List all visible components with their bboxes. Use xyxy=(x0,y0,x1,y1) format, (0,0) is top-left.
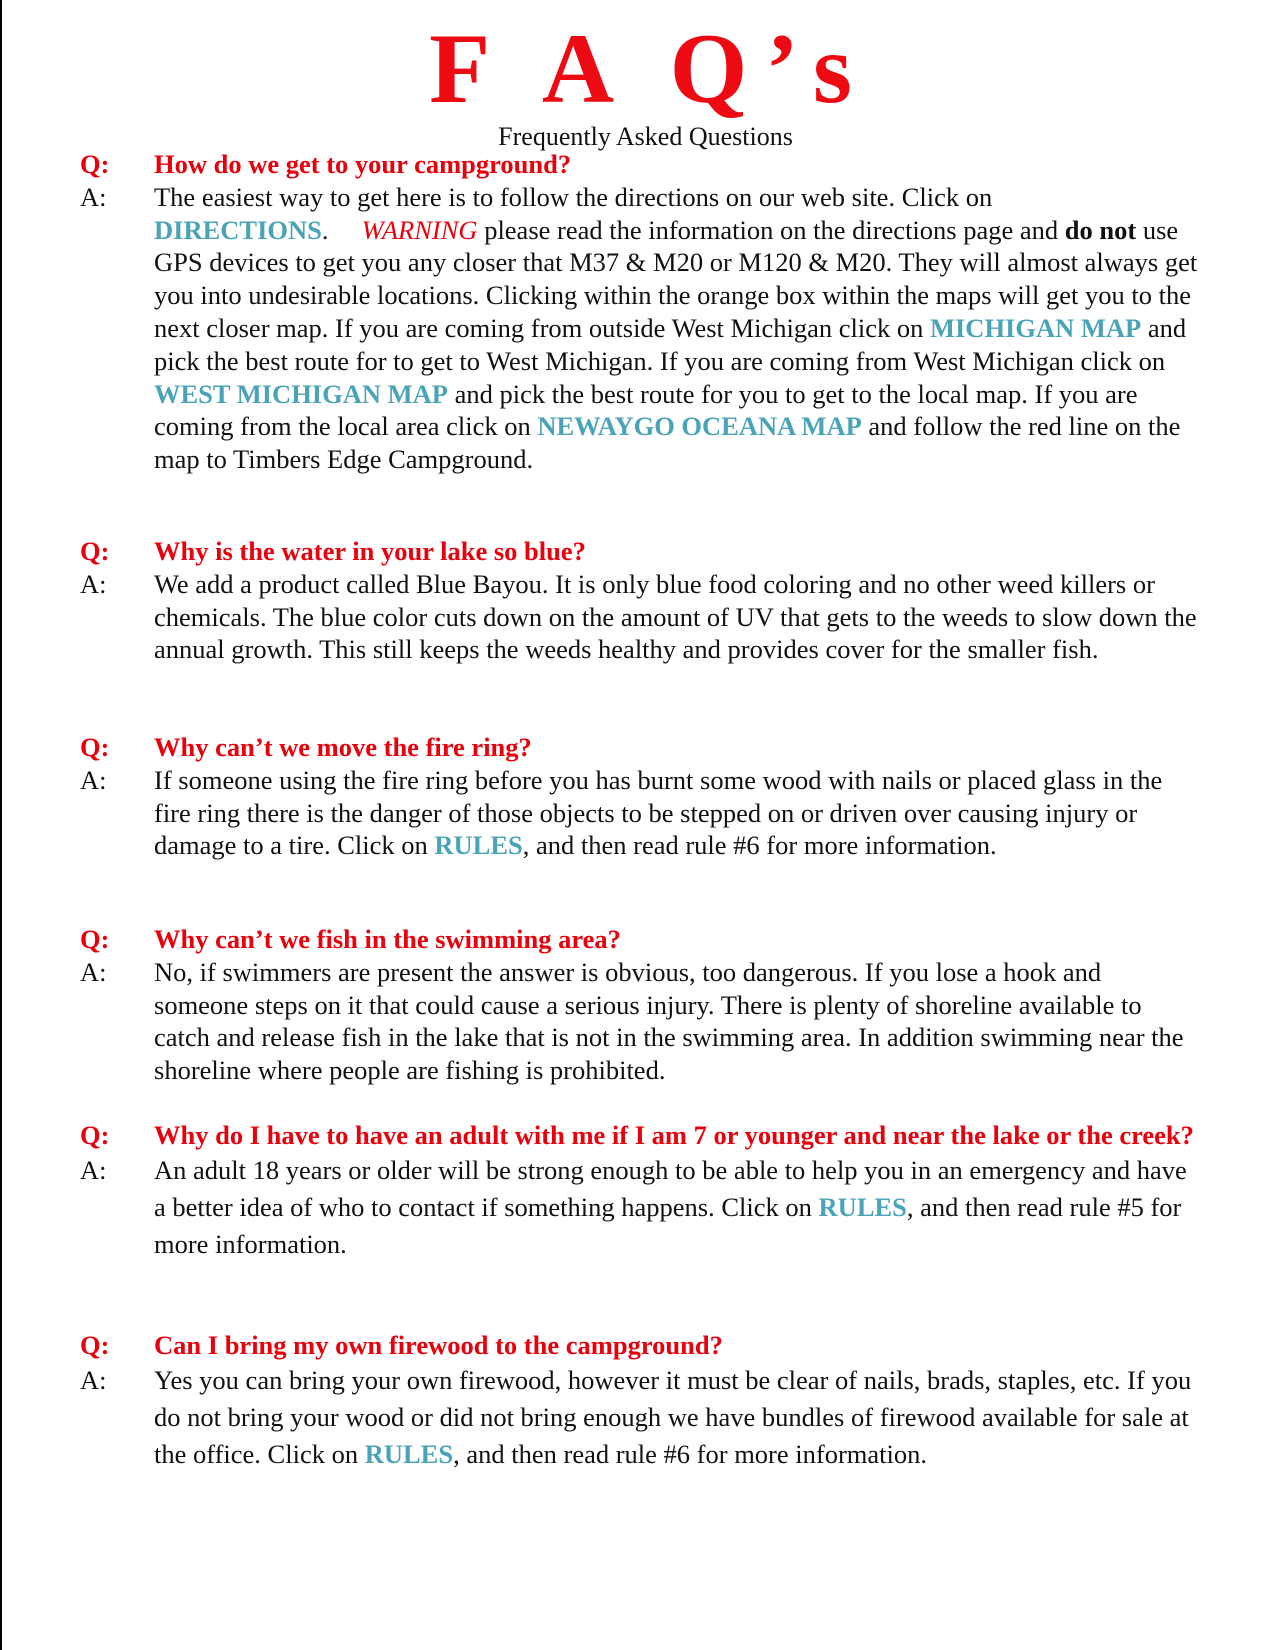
answer-segment: The easiest way to get here is to follow the directions on our web site. Click on xyxy=(154,181,993,212)
answer-segment: and pick the best route for to get to West Michigan. If you are coming from West Michigan click on xyxy=(154,312,1187,376)
question-text: Why do I have to have an adult with me if I am 7 or younger and near the lake or the creek? xyxy=(154,1120,1194,1150)
answer-segment: , and then read rule #6 for more information. xyxy=(453,1438,928,1469)
question-text: Why can’t we fish in the swimming area? xyxy=(154,924,621,954)
question-label: Q: xyxy=(80,924,110,954)
page-subtitle: Frequently Asked Questions xyxy=(498,122,793,151)
answer-segment: use GPS devices to get you any closer that M37 & M20 or M120 & M20. They will almost always get you into undesirable locations. Clicking within the orange box within the maps will get you to the next closer map. If you are coming from outside West Michigan click on xyxy=(154,214,1198,343)
question-text: Why is the water in your lake so blue? xyxy=(154,536,586,566)
answer-segment: If someone using the fire ring before you has burnt some wood with nails or placed glass in the fire ring there is the danger of those objects to be stepped on or driven over causing injury or damage to a tire. Click on xyxy=(154,764,1163,861)
rules-link[interactable]: RULES xyxy=(434,830,523,861)
michigan-map-link[interactable]: MICHIGAN MAP xyxy=(929,312,1142,343)
question-label: Q: xyxy=(80,1120,110,1150)
answer-row xyxy=(80,181,1200,476)
question-row xyxy=(80,148,1200,181)
question-label: Q: xyxy=(80,149,110,179)
answer-row xyxy=(80,1362,1200,1473)
faq-item-firewood xyxy=(80,1329,1200,1473)
faq-item-directions xyxy=(80,148,1200,476)
answer-text xyxy=(154,1152,1200,1263)
faq-item-fishing xyxy=(80,923,1200,1087)
faq-item-adult-supervision xyxy=(80,1119,1200,1263)
page-left-border xyxy=(0,0,2,1650)
question-row xyxy=(80,1329,1200,1362)
answer-label: A: xyxy=(80,181,107,212)
question-label: Q: xyxy=(80,1330,110,1360)
rules-link[interactable]: RULES xyxy=(818,1191,907,1222)
answer-segment: An adult 18 years or older will be strong enough to be able to help you in an emergency and have a better idea of who to contact if something happens. Click on xyxy=(154,1154,1187,1222)
west-michigan-map-link[interactable]: WEST MICHIGAN MAP xyxy=(154,378,448,409)
question-label: Q: xyxy=(80,536,110,566)
page-title: F A Q’s xyxy=(429,13,870,124)
newaygo-oceana-map-link[interactable]: NEWAYGO OCEANA MAP xyxy=(537,411,862,442)
answer-label: A: xyxy=(80,1154,107,1185)
answer-row xyxy=(80,1152,1200,1263)
answer-text: No, if swimmers are present the answer is obvious, too dangerous. If you lose a hook and someone steps on it that could cause a serious injury. There is plenty of shoreline available to catch and release fish in the lake that is not in the swimming area. In addition swimming near the shoreline where people are fishing is prohibited. xyxy=(154,956,1184,1086)
question-row xyxy=(80,923,1200,956)
answer-label: A: xyxy=(80,1364,107,1395)
faq-item-fire-ring xyxy=(80,731,1200,862)
question-row xyxy=(80,731,1200,764)
question-row xyxy=(80,535,1200,568)
answer-segment: Yes you can bring your own firewood, however it must be clear of nails, brads, staples, etc. If you do not bring your wood or did not bring enough we have bundles of firewood available for sale at the office. Click on xyxy=(154,1364,1192,1469)
answer-label: A: xyxy=(80,764,107,795)
answer-label: A: xyxy=(80,568,107,599)
answer-text xyxy=(154,181,1200,476)
faq-item-blue-water xyxy=(80,535,1200,666)
answer-segment: , and then read rule #5 for more information. xyxy=(154,1191,1182,1259)
answer-row xyxy=(80,568,1200,666)
answer-segment: . xyxy=(321,214,362,245)
question-text: Can I bring my own firewood to the campground? xyxy=(154,1330,723,1360)
question-row xyxy=(80,1119,1200,1152)
answer-text xyxy=(154,1362,1200,1473)
answer-segment: please read the information on the directions page and xyxy=(477,214,1065,245)
do-not-emphasis: do not xyxy=(1064,214,1137,245)
rules-link[interactable]: RULES xyxy=(364,1438,454,1469)
answer-row xyxy=(80,956,1200,1087)
answer-text xyxy=(154,764,1200,862)
directions-link[interactable]: DIRECTIONS xyxy=(154,214,322,245)
question-text: How do we get to your campground? xyxy=(154,149,572,179)
question-text: Why can’t we move the fire ring? xyxy=(154,732,532,762)
warning-text: WARNING xyxy=(361,214,478,245)
answer-label: A: xyxy=(80,956,107,987)
answer-text: We add a product called Blue Bayou. It is only blue food coloring and no other weed killers or chemicals. The blue color cuts down on the amount of UV that gets to the weeds to slow down the annual growth. This still keeps the weeds healthy and provides cover for the smaller fish. xyxy=(154,568,1197,665)
answer-segment: and pick the best route for you to get to the local map. If you are coming from the local area click on xyxy=(154,378,1138,442)
answer-segment: , and then read rule #6 for more information. xyxy=(522,830,997,861)
question-label: Q: xyxy=(80,732,110,762)
answer-row xyxy=(80,764,1200,862)
answer-segment: and follow the red line on the map to Timbers Edge Campground. xyxy=(154,411,1181,475)
